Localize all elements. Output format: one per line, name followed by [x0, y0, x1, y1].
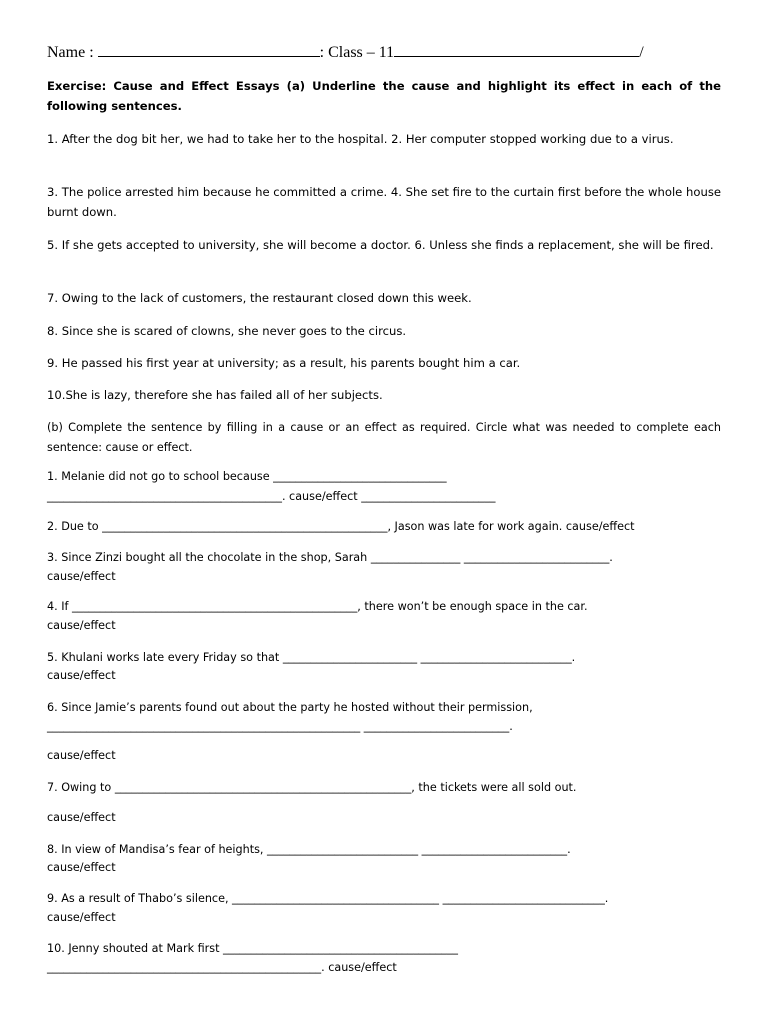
question-10-line-2: _________________________________________________. cause/effect [47, 961, 397, 974]
question-4-line-1: 4. If ___________________________________________________, there won’t be enough space in the car. [47, 600, 588, 613]
question-7-cause-effect: cause/effect [47, 811, 116, 824]
question-9-line-1: 9. As a result of Thabo’s silence, _____________________________________ _____________________________. [47, 892, 609, 905]
question-2: 2. Due to ___________________________________________________, Jason was late for work again. cause/effect [47, 520, 635, 533]
question-3-line-1: 3. Since Zinzi bought all the chocolate in the shop, Sarah ________________ __________________________. [47, 551, 613, 564]
name-label: Name : [47, 44, 94, 61]
sentence-5-6: 5. If she gets accepted to university, she will become a doctor. 6. Unless she finds a replacement, she will be fired. [47, 238, 714, 252]
header-line [47, 42, 721, 62]
question-7-line-1: 7. Owing to _____________________________________________________, the tickets were all sold out. [47, 781, 577, 794]
question-8-cause-effect: cause/effect [47, 861, 116, 874]
question-9-cause-effect: cause/effect [47, 911, 116, 924]
question-6-line-1: 6. Since Jamie’s parents found out about the party he hosted without their permission, [47, 701, 533, 714]
sentence-8: 8. Since she is scared of clowns, she never goes to the circus. [47, 324, 407, 338]
question-4-cause-effect: cause/effect [47, 619, 116, 632]
header-slash: / [639, 44, 644, 61]
sentence-7: 7. Owing to the lack of customers, the restaurant closed down this week. [47, 291, 472, 305]
sentence-1-2: 1. After the dog bit her, we had to take her to the hospital. 2. Her computer stopped working due to a virus. [47, 132, 674, 146]
question-6-cause-effect: cause/effect [47, 749, 116, 762]
sentence-3-4: 3. The police arrested him because he committed a crime. 4. She set fire to the curtain first before the whole house burnt down. [47, 185, 721, 219]
sentence-10: 10.She is lazy, therefore she has failed all of her subjects. [47, 388, 383, 402]
question-1-line-1: 1. Melanie did not go to school because _______________________________ [47, 470, 447, 483]
question-5-cause-effect: cause/effect [47, 669, 116, 682]
name-blank[interactable] [98, 42, 320, 57]
question-8-line-1: 8. In view of Mandisa’s fear of heights, ___________________________ __________________________. [47, 843, 571, 856]
class-blank[interactable] [394, 42, 639, 57]
question-1-line-2: __________________________________________. cause/effect ________________________ [47, 490, 496, 503]
question-3-cause-effect: cause/effect [47, 570, 116, 583]
class-label: : Class – 11 [319, 44, 395, 61]
part-b-instruction: (b) Complete the sentence by filling in a cause or an effect as required. Circle what was needed to complete each sentence: cause or effect. [47, 421, 721, 454]
exercise-title: Exercise: Cause and Effect Essays (a) Underline the cause and highlight its effect in each of the following sentences. [47, 79, 721, 113]
sentence-9: 9. He passed his first year at university; as a result, his parents bought him a car. [47, 356, 521, 370]
question-10-line-1: 10. Jenny shouted at Mark first __________________________________________ [47, 942, 458, 955]
question-5-line-1: 5. Khulani works late every Friday so that ________________________ ___________________________. [47, 651, 576, 664]
question-6-line-2: ________________________________________________________ __________________________. [47, 720, 513, 733]
